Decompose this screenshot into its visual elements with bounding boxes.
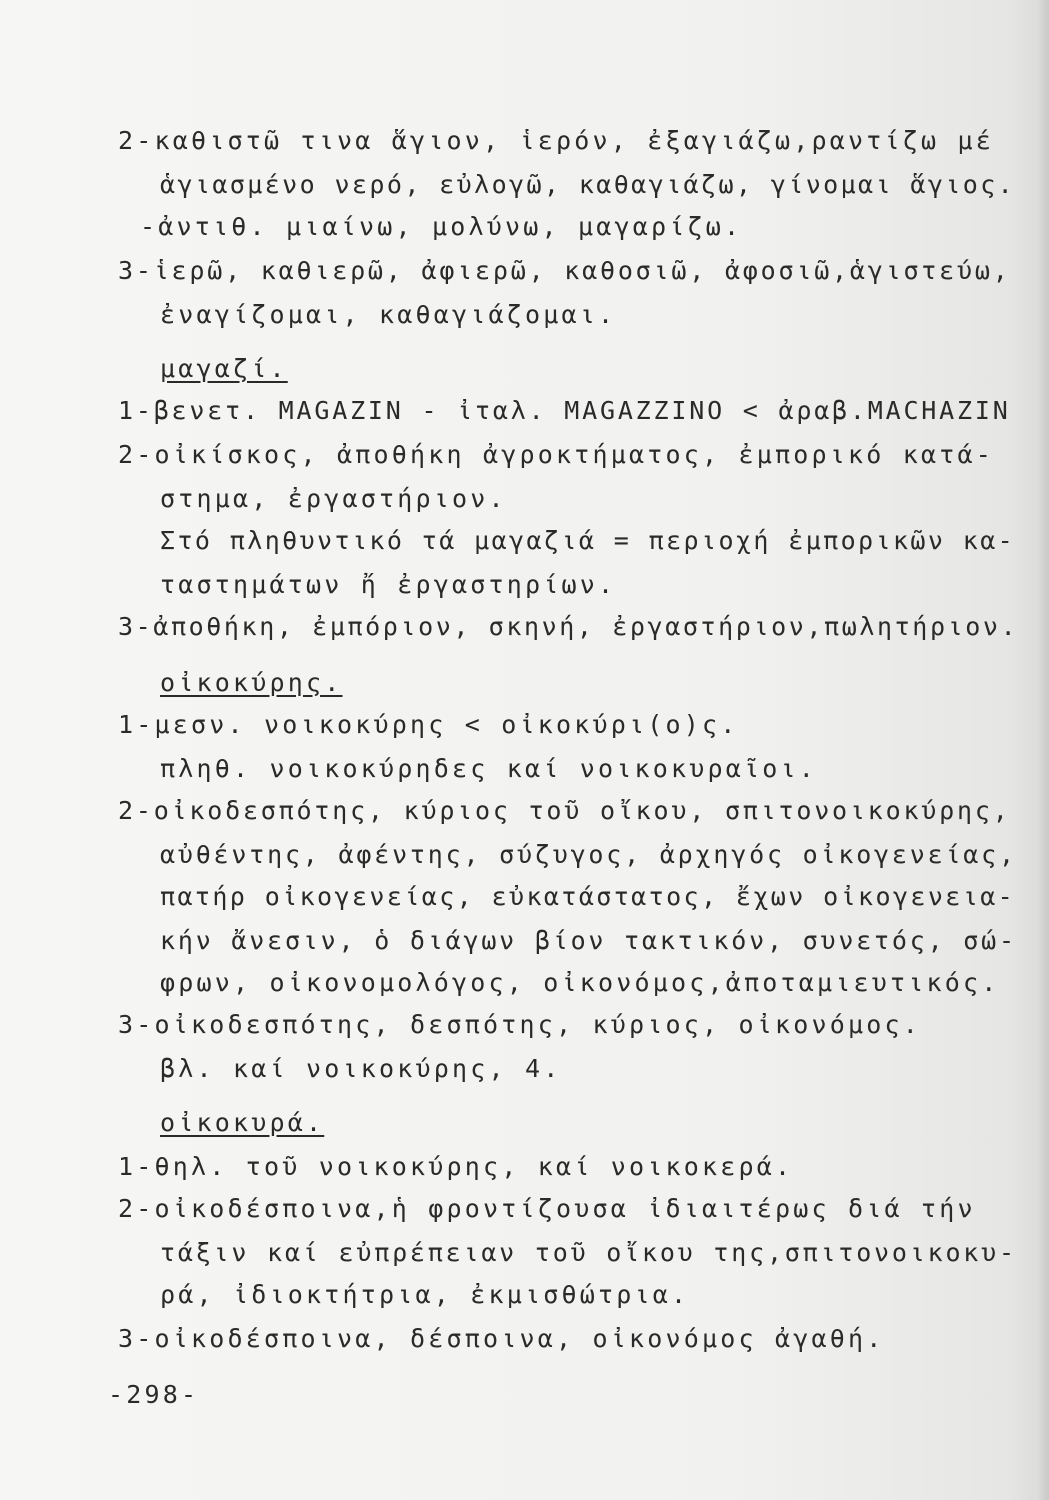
text-line: πατήρ οἰκογενείας, εὐκατάστατος, ἔχων οἰκογενεια-	[160, 882, 1016, 911]
page-edge-shadow	[1035, 0, 1049, 1500]
entry-heading: μαγαζί.	[160, 354, 288, 383]
text-line: ρά, ἰδιοκτήτρια, ἐκμισθώτρια.	[160, 1280, 690, 1309]
text-line: ἁγιασμένο νερό, εὐλογῶ, καθαγιάζω, γίνομαι ἅγιος.	[160, 170, 1016, 199]
text-line: φρων, οἰκονομολόγος, οἰκονόμος,ἀποταμιευτικός.	[160, 968, 1000, 997]
text-line: ταστημάτων ἤ ἐργαστηρίων.	[160, 570, 617, 599]
text-line: κήν ἄνεσιν, ὁ διάγων βίον τακτικόν, συνετός, σώ-	[160, 926, 1017, 955]
text-line: τάξιν καί εὐπρέπειαν τοῦ οἴκου της,σπιτονοικοκυ-	[160, 1238, 1017, 1267]
page-number: -298-	[108, 1380, 200, 1409]
text-line: 2-οἰκοδέσποινα,ἡ φροντίζουσα ἰδιαιτέρως διά τήν	[118, 1194, 976, 1223]
text-line: αὐθέντης, ἀφέντης, σύζυγος, ἀρχηγός οἰκογενείας,	[160, 840, 1017, 869]
text-line: 3-οἰκοδέσποινα, δέσποινα, οἰκονόμος ἀγαθή.	[118, 1324, 885, 1353]
text-line: 3-ἱερῶ, καθιερῶ, ἀφιερῶ, καθοσιῶ, ἀφοσιῶ,ἁγιστεύω,	[118, 256, 1011, 285]
text-line: 1-βενετ. MAGAZIN - ἰταλ. MAGAZZINO < ἀραβ.MACHAZIN	[118, 396, 1011, 425]
text-line: 2-οἰκίσκος, ἀποθήκη ἀγροκτήματος, ἐμπορικό κατά-	[118, 440, 995, 469]
entry-heading: οἰκοκύρης.	[160, 668, 343, 697]
text-line: 2-οἰκοδεσπότης, κύριος τοῦ οἴκου, σπιτονοικοκύρης,	[118, 796, 1011, 825]
text-line: 3-οἰκοδεσπότης, δεσπότης, κύριος, οἰκονόμος.	[118, 1010, 922, 1039]
text-line: στημα, ἐργαστήριον.	[160, 484, 507, 513]
text-line: πληθ. νοικοκύρηδες καί νοικοκυραῖοι.	[160, 754, 818, 783]
text-line: Στό πληθυντικό τά μαγαζιά = περιοχή ἐμπορικῶν κα-	[160, 526, 1016, 555]
text-line: 1-θηλ. τοῦ νοικοκύρης, καί νοικοκερά.	[118, 1152, 794, 1181]
text-line: -ἀντιθ. μιαίνω, μολύνω, μαγαρίζω.	[140, 212, 743, 241]
text-line: 2-καθιστῶ τινα ἅγιον, ἱερόν, ἐξαγιάζω,ραντίζω μέ	[118, 126, 995, 155]
text-line: βλ. καί νοικοκύρης, 4.	[160, 1054, 562, 1083]
text-line: 3-ἀποθήκη, ἐμπόριον, σκηνή, ἐργαστήριον,πωλητήριον.	[118, 612, 1019, 641]
text-line: ἐναγίζομαι, καθαγιάζομαι.	[160, 300, 617, 329]
entry-heading: οἰκοκυρά.	[160, 1108, 325, 1137]
text-line: 1-μεσν. νοικοκύρης < οἰκοκύρι(ο)ς.	[118, 710, 739, 739]
